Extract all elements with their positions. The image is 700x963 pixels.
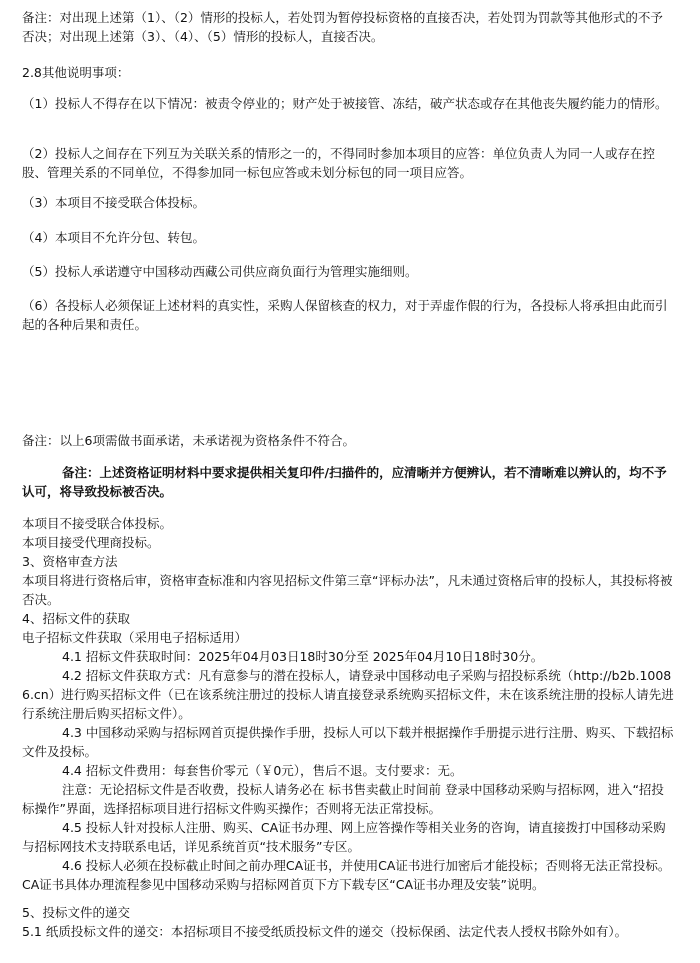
heading-2-8: 2.8其他说明事项： [22,65,130,80]
item-6: （6）各投标人必须保证上述材料的真实性，采购人保留核查的权力，对于弄虚作假的行为，各投标人将承担由此而引起的各种后果和责任。 [22,298,668,332]
heading-4: 4、招标文件的获取 [22,611,130,626]
item-3: （3）本项目不接受联合体投标。 [22,195,205,210]
item-2: （2）投标人之间存在下列互为关联关系的情形之一的，不得同时参加本项目的应答：单位负责人为同一人或存在控股、管理关系的不同单位，不得参加同一标包应答或未划分标包的同一项目应答。 [22,146,655,180]
electronic-docs: 电子招标文件获取（采用电子招标适用） [22,630,248,645]
review-method: 本项目将进行资格后审，资格审查标准和内容见招标文件第三章“评标办法”，凡未通过资格后审的投标人，其投标将被否决。 [22,573,673,607]
clause-4-2: 4.2 招标文件获取方式：凡有意参与的潜在投标人，请登录中国移动电子采购与招投标系统（http://b2b.10086.cn）进行购买招标文件（已在该系统注册过的投标人请直接登录系统购买招标文件，未在该系统注册的投标人请先进行系统注册后购买招标文件）。 [22,668,674,721]
clause-4-1: 4.1 招标文件获取时间：2025年04月03日18时30分至 2025年04月10日18时30分。 [62,649,544,664]
heading-5: 5、投标文件的递交 [22,905,130,920]
item-5: （5）投标人承诺遵守中国移动西藏公司供应商负面行为管理实施细则。 [22,264,418,279]
note-penalty: 备注：对出现上述第（1）、（2）情形的投标人，若处罚为暂停投标资格的直接否决，若处罚为罚款等其他形式的不予否决；对出现上述第（3）、（4）、（5）情形的投标人，直接否决。 [22,10,663,44]
line-no-consortium: 本项目不接受联合体投标。 [22,516,173,531]
item-1: （1）投标人不得存在以下情况：被责令停业的；财产处于被接管、冻结，破产状态或存在其他丧失履约能力的情形。 [22,96,668,111]
note-written-commitment: 备注：以上6项需做书面承诺，未承诺视为资格条件不符合。 [22,433,355,448]
clause-5-1: 5.1 纸质投标文件的递交：本招标项目不接受纸质投标文件的递交（投标保函、法定代表人授权书除外如有）。 [22,924,628,939]
note-bold-scan: 备注：上述资格证明材料中要求提供相关复印件/扫描件的，应清晰并方便辨认，若不清晰难以辨认的，均不予认可，将导致投标被否决。 [22,465,667,499]
line-agent-accepted: 本项目接受代理商投标。 [22,535,160,550]
clause-4-5: 4.5 投标人针对投标人注册、购买、CA证书办理、网上应答操作等相关业务的咨询，请直接拨打中国移动采购与招标网技术支持联系电话，详见系统首页“技术服务”专区。 [22,820,666,854]
heading-3: 3、资格审查方法 [22,554,118,569]
item-4: （4）本项目不允许分包、转包。 [22,230,205,245]
clause-4-3: 4.3 中国移动采购与招标网首页提供操作手册，投标人可以下载并根据操作手册提示进行注册、购买、下载招标文件及投标。 [22,725,674,759]
clause-4-6: 4.6 投标人必须在投标截止时间之前办理CA证书，并使用CA证书进行加密后才能投标；否则将无法正常投标。CA证书具体办理流程参见中国移动采购与招标网首页下方下载专区“CA证书办理及安装”说明。 [22,858,671,892]
clause-notice: 注意：无论招标文件是否收费，投标人请务必在 标书售卖截止时间前 登录中国移动采购与招标网，进入“招投标操作”界面，选择招标项目进行招标文件购买操作；否则将无法正常投标。 [22,782,664,816]
clause-4-4: 4.4 招标文件费用：每套售价零元（￥0元），售后不退。支付要求：无。 [62,763,463,778]
